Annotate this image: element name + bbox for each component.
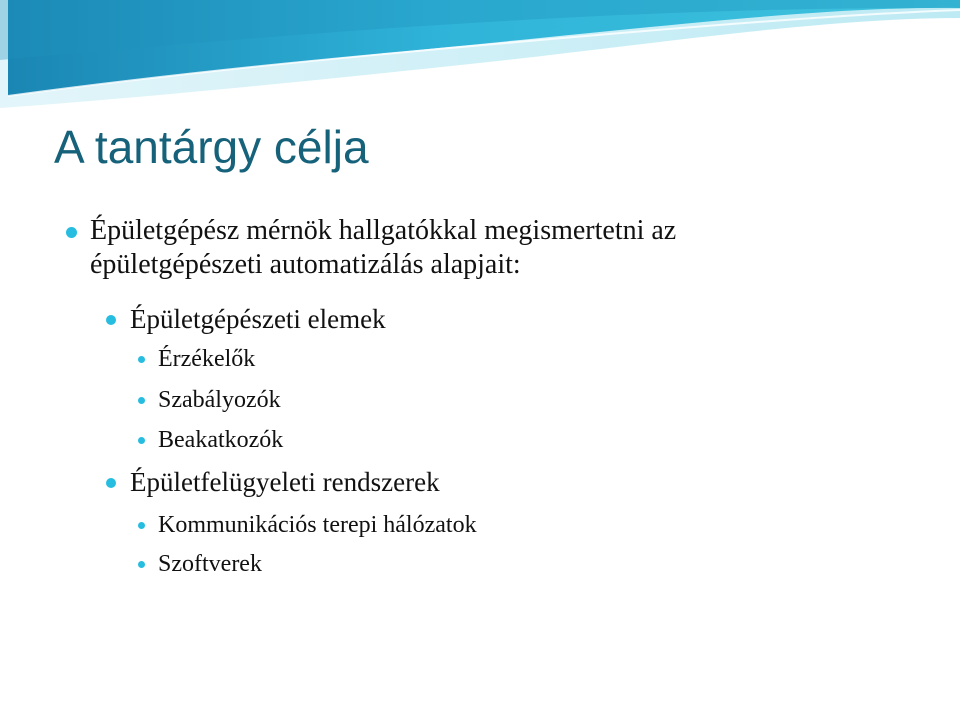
bullet-dot-icon bbox=[138, 561, 145, 568]
bullet-text: Beakatkozók bbox=[158, 427, 284, 453]
bullet-text: Épületgépészeti elemek bbox=[130, 304, 386, 334]
bullet-dot-icon bbox=[138, 397, 145, 404]
bullet-text: Kommunikációs terepi hálózatok bbox=[158, 512, 477, 538]
slide-title: A tantárgy célja bbox=[54, 121, 369, 173]
bullet-sensors bbox=[158, 344, 255, 374]
bullet-text: Szoftverek bbox=[158, 551, 262, 577]
bullet-dot-icon bbox=[138, 356, 145, 363]
bullet-text: Érzékelők bbox=[158, 346, 256, 372]
bullet-dot-icon bbox=[106, 315, 116, 325]
bullet-bms-systems bbox=[130, 466, 440, 498]
bullet-controllers bbox=[158, 385, 281, 415]
header-wave-banner bbox=[0, 0, 960, 110]
bullet-text-line-1: Épületgépész mérnök hallgatókkal megismertetni az bbox=[90, 215, 677, 246]
bullet-software bbox=[158, 549, 262, 579]
bullet-building-elements bbox=[130, 303, 386, 335]
bullet-course-goal bbox=[90, 214, 676, 282]
bullet-dot-icon bbox=[106, 478, 116, 488]
bullet-dot-icon bbox=[138, 437, 145, 444]
bullet-actuators bbox=[158, 425, 283, 455]
bullet-text: Épületfelügyeleti rendszerek bbox=[130, 467, 440, 497]
bullet-text-line-2: épületgépészeti automatizálás alapjait: bbox=[90, 249, 521, 280]
bullet-dot-icon bbox=[66, 227, 77, 238]
bullet-text: Szabályozók bbox=[158, 387, 281, 413]
bullet-fieldbus-networks bbox=[158, 510, 477, 540]
bullet-dot-icon bbox=[138, 522, 145, 529]
